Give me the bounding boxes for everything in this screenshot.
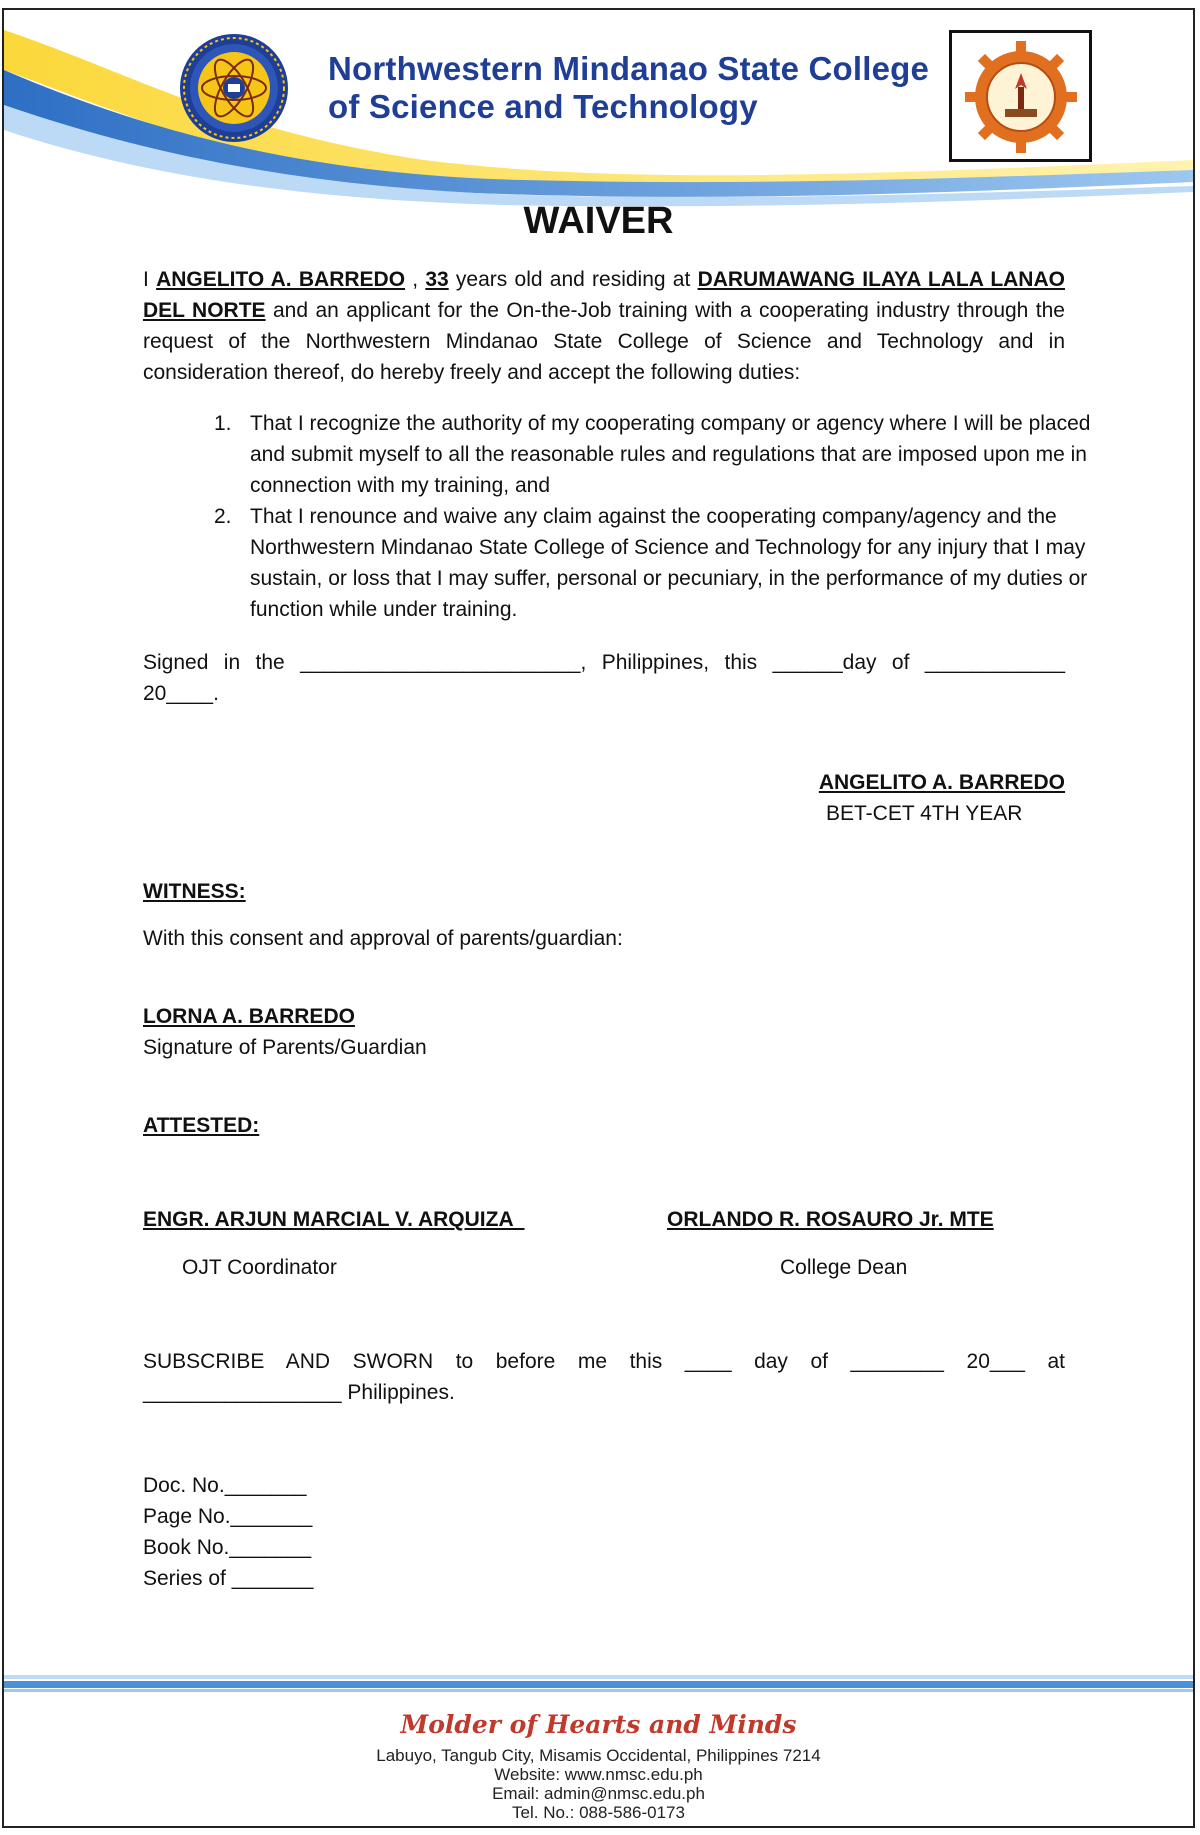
book-no: Book No._______	[143, 1536, 312, 1559]
footer-email: Email: admin@nmsc.edu.ph	[492, 1784, 705, 1803]
parent-role: Signature of Parents/Guardian	[143, 1036, 427, 1059]
witness-label	[143, 876, 1065, 907]
intro-text: ,	[405, 268, 426, 291]
residence-field: DARUMAWANG ILAYA LALA LANAO DEL NORTE	[143, 268, 1065, 322]
duties-list	[192, 408, 1122, 625]
college-name-line1: Northwestern Mindanao State College	[328, 50, 930, 87]
age-field: 33	[425, 268, 449, 291]
college-name	[328, 50, 929, 126]
applicant-name-field: ANGELITO A. BARREDO	[156, 268, 406, 291]
intro-text: and an applicant for the On-the-Job training with a cooperating industry through the request of the Northwestern Mindanao State College of Science and Technology and in consideration thereof, do hereby freely and accept the following duties:	[143, 299, 1065, 384]
witness-label-text: WITNESS:	[143, 880, 246, 903]
notary-block	[143, 1470, 1065, 1594]
document-title: WAIVER	[523, 200, 674, 242]
coordinator-name-text: ENGR. ARJUN MARCIAL V. ARQUIZA	[143, 1208, 525, 1231]
footer-website: Website: www.nmsc.edu.ph	[494, 1765, 703, 1784]
footer-address: Labuyo, Tangub City, Misamis Occidental, Philippines 7214	[376, 1746, 821, 1765]
duty-text: That I renounce and waive any claim against the cooperating company/agency and the Northwestern Mindanao State College of Science and Technology for any injury that I may sustain, or loss that I may suffer, personal or pecuniary, in the performance of my duties or function while under training.	[250, 505, 1088, 621]
attested-label-text: ATTESTED:	[143, 1114, 260, 1137]
sworn-line: SUBSCRIBE AND SWORN to before me this ____ day of ________ 20___ at _________________ Philippines.	[143, 1350, 1065, 1404]
parent-signature-block	[143, 1001, 1065, 1063]
parent-name: LORNA A. BARREDO	[143, 1005, 355, 1028]
coordinator-role: OJT Coordinator	[182, 1256, 337, 1279]
intro-text: years old and residing at	[448, 268, 698, 291]
college-seal-icon	[178, 32, 290, 144]
footer-stripes	[4, 1675, 1193, 1695]
applicant-signature-name: ANGELITO A. BARREDO	[818, 771, 1065, 794]
applicant-signature-block	[143, 767, 1065, 798]
coordinator-name	[143, 1204, 563, 1235]
document-page	[2, 8, 1195, 1828]
duty-number: 1.	[214, 412, 232, 435]
intro-text: I	[143, 268, 157, 291]
doc-no: Doc. No._______	[143, 1474, 307, 1497]
intro-paragraph	[143, 264, 1065, 388]
applicant-course: BET-CET 4TH YEAR	[826, 802, 1023, 825]
dean-name	[667, 1204, 1067, 1235]
duty-number: 2.	[214, 505, 232, 528]
signed-line: Signed in the ________________________, Philippines, this ______day of ____________ 20____.	[143, 651, 1065, 705]
duty-item	[214, 408, 1122, 501]
dean-role: College Dean	[780, 1256, 908, 1279]
consent-text: With this consent and approval of parents/guardian:	[143, 927, 623, 950]
college-motto: Molder of Hearts and Minds	[400, 1710, 797, 1739]
dean-name-text: ORLANDO R. ROSAURO Jr. MTE	[667, 1208, 994, 1231]
department-gear-seal-icon	[963, 39, 1079, 155]
attested-label	[143, 1110, 1065, 1141]
college-name-line2: of Science and Technology	[328, 88, 758, 125]
department-seal-frame	[949, 30, 1092, 162]
series-of: Series of _______	[143, 1567, 314, 1590]
letterhead	[4, 10, 1193, 200]
page-no: Page No._______	[143, 1505, 313, 1528]
duty-text: That I recognize the authority of my cooperating company or agency where I will be placed and submit myself to all the reasonable rules and regulations that are imposed upon me in connection with my training, and	[250, 412, 1091, 497]
duty-item	[214, 501, 1122, 625]
footer-tel: Tel. No.: 088-586-0173	[512, 1803, 685, 1822]
